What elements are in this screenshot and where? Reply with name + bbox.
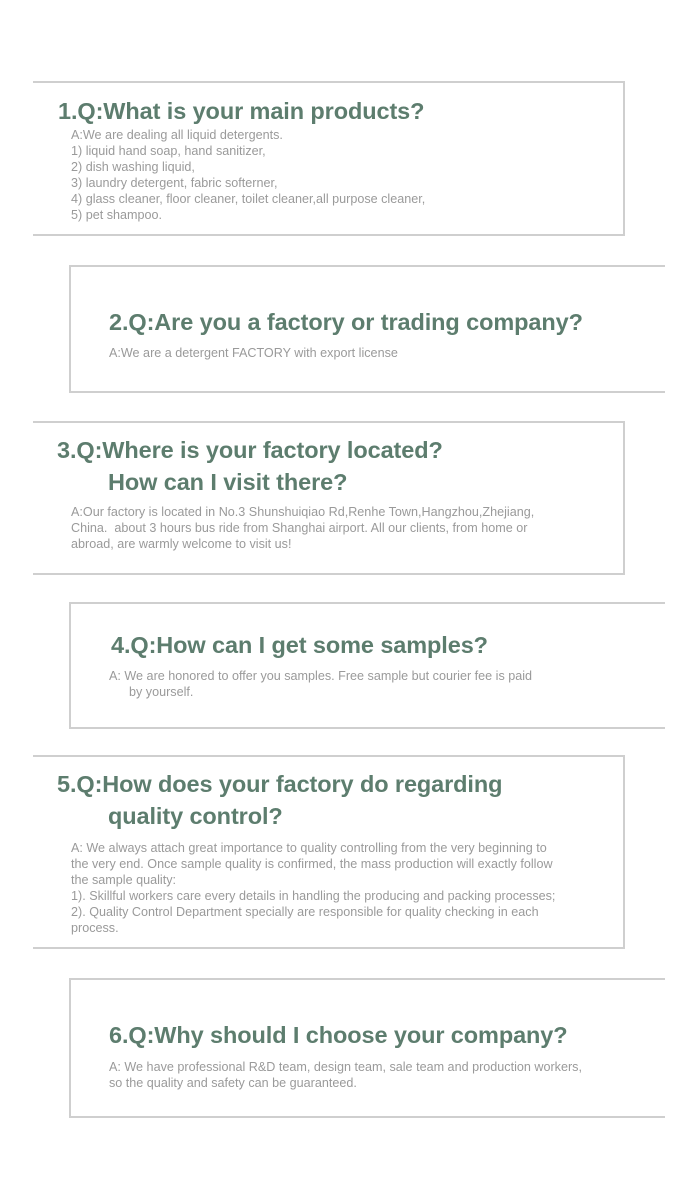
faq-card-1 xyxy=(33,81,625,236)
faq-answer-5-line-1: A: We always attach great importance to quality controlling from the very beginning to xyxy=(71,841,547,855)
faq-answer-6-line-1: A: We have professional R&D team, design team, sale team and production workers, xyxy=(109,1060,582,1074)
faq-answer-1-line-5: 4) glass cleaner, floor cleaner, toilet cleaner,all purpose cleaner, xyxy=(71,192,426,206)
faq-question-5-line-1: 5.Q:How does your factory do regarding xyxy=(57,771,503,797)
faq-answer-1-line-2: 1) liquid hand soap, hand sanitizer, xyxy=(71,144,266,158)
faq-question-3-line-2: How can I visit there? xyxy=(108,469,348,495)
faq-answer-5-line-4: 1). Skillful workers care every details in handling the producing and packing processes; xyxy=(71,889,556,903)
faq-answer-2-line-1: A:We are a detergent FACTORY with export license xyxy=(109,346,398,360)
faq-answer-5-line-3: the sample quality: xyxy=(71,873,177,887)
faq-question-5-line-2: quality control? xyxy=(108,803,283,829)
faq-answer-6-line-2: so the quality and safety can be guaranteed. xyxy=(109,1076,357,1090)
faq-answer-3-line-2: China. about 3 hours bus ride from Shanghai airport. All our clients, from home or xyxy=(71,521,528,535)
faq-card-2 xyxy=(69,265,665,393)
faq-card-5 xyxy=(33,755,625,949)
faq-answer-1-line-3: 2) dish washing liquid, xyxy=(71,160,195,174)
faq-answer-5-line-2: the very end. Once sample quality is confirmed, the mass production will exactly follow xyxy=(71,857,553,871)
faq-question-3-line-1: 3.Q:Where is your factory located? xyxy=(57,437,443,463)
faq-card-6 xyxy=(69,978,665,1118)
faq-question-1: 1.Q:What is your main products? xyxy=(58,98,425,124)
faq-question-6: 6.Q:Why should I choose your company? xyxy=(109,1022,568,1048)
faq-answer-3-line-3: abroad, are warmly welcome to visit us! xyxy=(71,537,292,551)
faq-answer-1-line-1: A:We are dealing all liquid detergents. xyxy=(71,128,283,142)
faq-answer-4-line-2: by yourself. xyxy=(129,685,194,699)
faq-answer-5-line-6: process. xyxy=(71,921,119,935)
faq-card-4 xyxy=(69,602,665,729)
faq-answer-1-line-6: 5) pet shampoo. xyxy=(71,208,163,222)
faq-answer-1-line-4: 3) laundry detergent, fabric softerner, xyxy=(71,176,278,190)
faq-question-2: 2.Q:Are you a factory or trading company? xyxy=(109,309,583,335)
faq-card-3 xyxy=(33,421,625,575)
faq-answer-4-line-1: A: We are honored to offer you samples. Free sample but courier fee is paid xyxy=(109,669,533,683)
faq-answer-5-line-5: 2). Quality Control Department specially are responsible for quality checking in each xyxy=(71,905,539,919)
faq-answer-3-line-1: A:Our factory is located in No.3 Shunshuiqiao Rd,Renhe Town,Hangzhou,Zhejiang, xyxy=(71,505,535,519)
faq-question-4: 4.Q:How can I get some samples? xyxy=(111,632,488,658)
